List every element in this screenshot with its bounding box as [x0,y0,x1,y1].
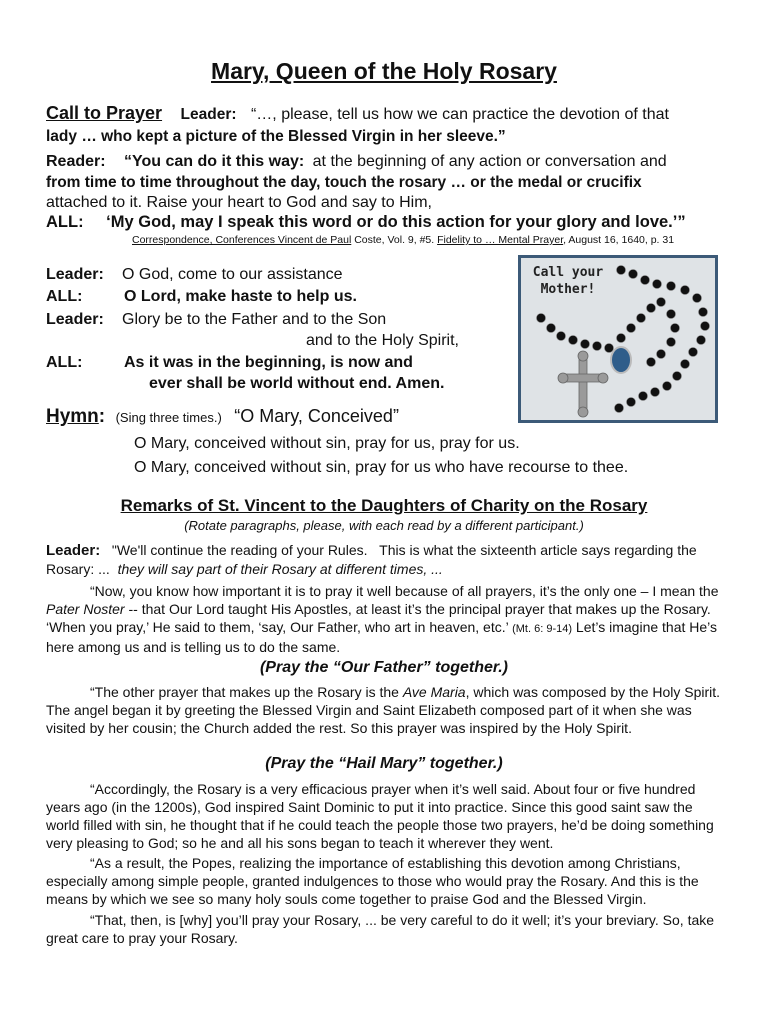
leader-label: Leader: [46,542,101,559]
response-row [46,287,357,306]
rosary-icon [521,258,715,420]
reader-label: Reader: [46,153,106,170]
remarks-paragraph-1 [46,541,730,578]
hymn-label: Hymn [46,406,99,427]
hymn-verse-1: O Mary, conceived without sin, pray for us, pray for us. [134,435,520,452]
reader-quote: “You can do it this way: [124,153,305,170]
p1-text-b: This is what the sixteenth article says regarding the Rosary: ... [46,542,697,577]
response-text: As it was in the beginning, is now and [124,354,413,371]
citation-volume: Coste, Vol. 9, #5. [354,234,435,246]
response-text: O Lord, make haste to help us. [124,288,357,305]
remarks-paragraph-4 [46,780,730,852]
response-label: Leader: [46,266,104,283]
rosary-photo [518,255,718,423]
photo-caption: Call your Mother! [532,265,604,297]
hymn-name: “O Mary, Conceived” [234,406,399,426]
citation-date: , August 16, 1640, p. 31 [563,234,675,246]
citation-source: Correspondence, Conferences Vincent de Paul [132,234,352,246]
p3-ave-maria: Ave Maria [402,684,466,700]
call-text-2: lady … who kept a picture of the Blessed Virgin in her sleeve.” [46,128,506,145]
remarks-paragraph-5 [46,854,730,908]
all-line [46,213,686,232]
hymn-line: Hymn: (Sing three times.) “O Mary, Conceived” [46,406,399,427]
remarks-heading: Remarks of St. Vincent to the Daughters of Charity on the Rosary [120,496,648,515]
all-text: ‘My God, may I speak this word or do this action for your glory and love.’” [106,213,686,231]
p6-text: “That, then, is [why] you’ll pray your Rosary, ... be very careful to do it well; it’s your breviary. So, take great care to pray your Rosary. [46,912,715,946]
p2-text-a: “Now, you know how important it is to pray it well because of all prayers, it’s the only one – I mean the [90,583,719,599]
response-text: O God, come to our assistance [122,266,343,283]
call-to-prayer-line1 [46,103,669,124]
p4-text: “Accordingly, the Rosary is a very efficacious prayer when it’s well said. About four or five hundred years ago (in the 1200s), God inspired Saint Dominic to put it into practice. Since this good saint saw the world filled with sin, he thought that if he could teach the people those two prayers, he’d be doing something very pleasing to God; so he and all his sons began to teach it wherever they went. [46,781,714,851]
hymn-note: (Sing three times.) [115,410,222,425]
call-text-4: from time to time throughout the day, touch the rosary … or the medal or crucifix [46,174,642,191]
p3-text-a: “The other prayer that makes up the Rosary is the [90,684,399,700]
p2-pater-noster: Pater Noster [46,601,125,617]
response-row [46,353,413,372]
p3-text-b: , which was composed by the Holy Spirit. The angel began it by greeting the Blessed Virgin and Saint Elizabeth composed part of it when she was visited by her cousin; the Church added the rest. So this prayer was inspired by the Holy Spirit. [46,684,721,736]
response-label: Leader: [46,311,104,328]
call-to-prayer-heading: Call to Prayer [46,103,163,123]
citation [132,234,674,246]
p2-text-b: -- that Our Lord taught His Apostles, at least it’s the principal prayer that makes up the Rosary. ‘When you pray,’ He said to them, ‘say, Our Father, who art in heaven, etc.’ [46,601,711,635]
reader-rest: at the beginning of any action or conversation and [312,153,667,170]
remarks-paragraph-6 [46,911,730,947]
response-row [46,310,386,329]
all-label: ALL: [46,213,84,231]
remarks-paragraph-3 [46,683,730,737]
p1-text-a: "We'll continue the reading of your Rules. [111,542,368,558]
leader-label: Leader: [180,106,237,123]
response-continuation: and to the Holy Spirit, [306,332,459,349]
p2-reference: (Mt. 6: 9-14) [512,623,573,635]
hymn-verse-2: O Mary, conceived without sin, pray for us who have recourse to thee. [134,459,629,476]
response-label: ALL: [46,288,83,305]
pray-our-father: (Pray the “Our Father” together.) [259,659,509,676]
call-text-5: attached to it. Raise your heart to God and say to Him, [46,194,432,211]
page-title: Mary, Queen of the Holy Rosary [211,58,557,84]
call-text-1: “…, please, tell us how we can practice the devotion of that [250,106,669,123]
remarks-subheading: (Rotate paragraphs, please, with each read by a different participant.) [184,518,584,533]
p2-text-c: Let’s imagine that He’s here among us and is telling us to do the same. [46,619,718,655]
response-label: ALL: [46,354,83,371]
remarks-paragraph-2 [46,582,730,656]
p5-text: “As a result, the Popes, realizing the importance of establishing this devotion among Christians, especially among simple people, granted indulgences to those who would pray the Rosary. And this is the means by which we see so many holy souls come together to praise God and the Blessed Virgin. [46,855,699,907]
p1-text-c: they will say part of their Rosary at different times, ... [117,561,443,577]
citation-title: Fidelity to … Mental Prayer [437,234,564,246]
reader-line [46,152,667,171]
response-continuation: ever shall be world without end. Amen. [149,375,445,392]
pray-hail-mary: (Pray the “Hail Mary” together.) [265,755,503,772]
response-text: Glory be to the Father and to the Son [122,311,387,328]
response-row [46,265,343,284]
